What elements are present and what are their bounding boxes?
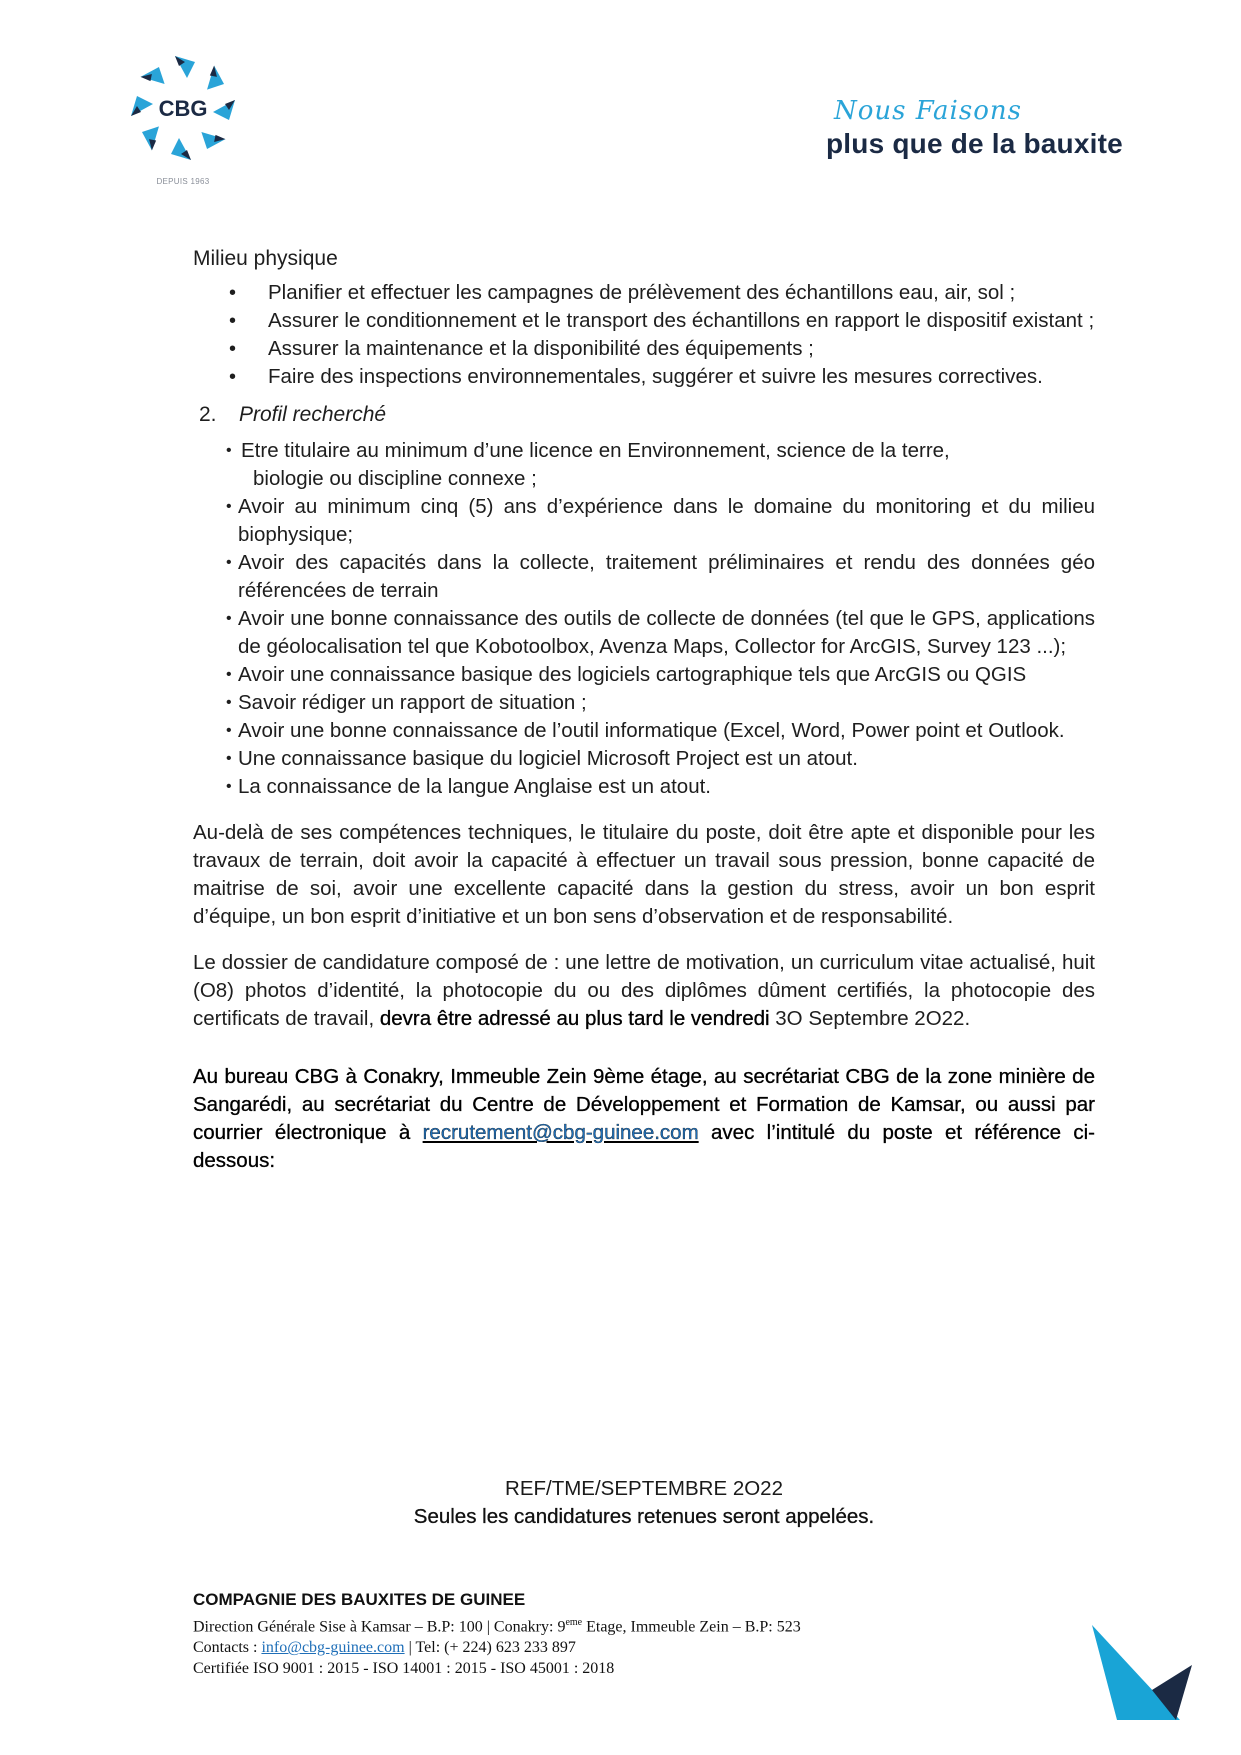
reference-block [193, 1475, 1095, 1531]
address-text: Au bureau CBG à Conakry, Immeuble Zein 9ème étage, au secrétariat CBG de la zone minière de Sangarédi, au secrétariat du Centre de Développement et Formation de Kamsar, ou aussi par courrier électronique à [193, 1065, 1095, 1144]
list-item: • Une connaissance basique du logiciel Microsoft Project est un atout. [193, 745, 1095, 773]
list-item: • Assurer la maintenance et la disponibilité des équipements ; [193, 335, 1095, 363]
list-item-line: • Etre titulaire au minimum d’une licence en Environnement, science de la terre, [241, 439, 950, 462]
section-number: 2. [199, 403, 217, 426]
tagline [826, 96, 1216, 166]
paragraph-address [193, 1063, 1095, 1175]
paragraph-competences: Au-delà de ses compétences techniques, le titulaire du poste, doit être apte et disponible pour les travaux de terrain, doit avoir la capacité à effectuer un travail sous pression, bonne capacité de maitrise de soi, avoir une excellente capacité dans la gestion du stress, avoir un bon esprit d’équipe, un bon esprit d’initiative et un bon sens d’observation et de responsabilité. [193, 821, 1095, 928]
address-end: avec l’intitulé du poste et référence ci-dessous: [193, 1121, 1095, 1172]
list-item-line: biologie ou discipline connexe ; [253, 467, 537, 490]
tagline-main: plus que de la bauxite [826, 128, 1123, 159]
contacts-tel: | Tel: (+ 224) 623 233 897 [404, 1639, 576, 1657]
footer [193, 1590, 953, 1679]
dossier-text: Le dossier de candidature composé de : une lettre de motivation, un curriculum vitae actualisé, huit (O8) photos d’identité, la photocopie du ou des diplômes dûment certifiés, la photocopie des certificats de travail, [193, 951, 1095, 1030]
list-item [193, 437, 1095, 493]
list-item: • Avoir une bonne connaissance des outils de collecte de données (tel que le GPS, applications de géolocalisation tel que Kobotoolbox, Avenza Maps, Collector for ArcGIS, Survey 123 ...); [193, 605, 1095, 661]
contact-email-link[interactable]: info@cbg-guinee.com [261, 1639, 405, 1657]
document-body [193, 245, 1095, 1175]
list-item: • Avoir des capacités dans la collecte, traitement préliminaires et rendu des données géo référencées de terrain [193, 549, 1095, 605]
section-title-profil: Profil recherché [239, 403, 387, 426]
footer-address-a: Direction Générale Sise à Kamsar – B.P: 100 | Conakry: 9 [193, 1618, 566, 1636]
logo-caption: DEPUIS 1963 [156, 177, 210, 186]
paragraph-dossier [193, 949, 1095, 1033]
corner-logo-mark [1090, 1620, 1210, 1730]
list-item: • Savoir rédiger un rapport de situation ; [193, 689, 1095, 717]
footer-address [193, 1612, 953, 1637]
section-title-milieu: Milieu physique [193, 247, 338, 270]
footer-address-b: Etage, Immeuble Zein – B.P: 523 [582, 1618, 801, 1636]
footer-certification: Certifiée ISO 9001 : 2015 - ISO 14001 : 2015 - ISO 45001 : 2018 [193, 1660, 615, 1678]
profil-list [193, 437, 1095, 801]
brand-triangle-icon [1090, 1620, 1210, 1730]
section-heading-profil [193, 401, 1095, 429]
footer-company: COMPAGNIE DES BAUXITES DE GUINEE [193, 1590, 526, 1609]
tagline-script: Nous Faisons [834, 96, 1022, 126]
list-item: • Avoir au minimum cinq (5) ans d’expérience dans le domaine du monitoring et du milieu biophysique; [193, 493, 1095, 549]
reference-code: REF/TME/SEPTEMBRE 2O22 [505, 1477, 783, 1500]
list-item: • Assurer le conditionnement et le transport des échantillons en rapport le dispositif existant ; [193, 307, 1095, 335]
dossier-deadline: devra être adressé au plus tard le vendredi [379, 1007, 770, 1030]
recruitment-email-link[interactable]: recrutement@cbg-guinee.com [422, 1121, 699, 1144]
list-item: • Faire des inspections environnementales, suggérer et suivre les mesures correctives. [193, 363, 1095, 391]
list-item: • Avoir une bonne connaissance de l’outil informatique (Excel, Word, Power point et Outlook. [193, 717, 1095, 745]
contacts-label: Contacts : [193, 1639, 262, 1657]
reference-note: Seules les candidatures retenues seront appelées. [413, 1505, 875, 1528]
cbg-logo-icon [118, 50, 248, 170]
footer-contacts [193, 1637, 953, 1658]
list-item: • Planifier et effectuer les campagnes de prélèvement des échantillons eau, air, sol ; [193, 279, 1095, 307]
dossier-date: 3O Septembre 2O22. [769, 1007, 971, 1030]
list-item: • La connaissance de la langue Anglaise est un atout. [193, 773, 1095, 801]
footer-address-sup: eme [565, 1617, 583, 1628]
milieu-list [193, 279, 1095, 391]
logo-text: CBG [158, 96, 208, 121]
cbg-logo [118, 50, 248, 190]
list-item: • Avoir une connaissance basique des logiciels cartographique tels que ArcGIS ou QGIS [193, 661, 1095, 689]
